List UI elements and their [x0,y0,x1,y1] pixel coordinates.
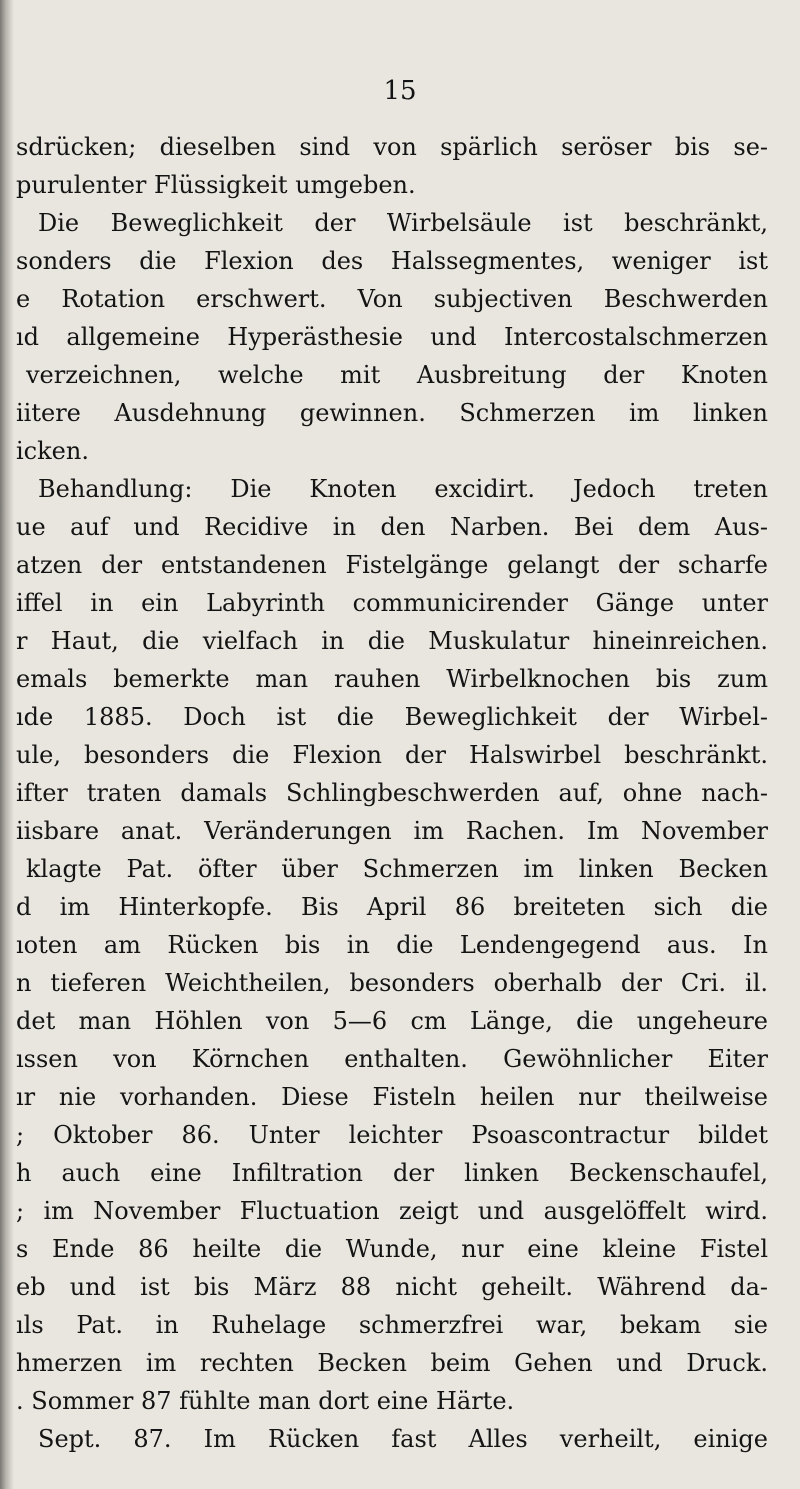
text-line: ; Oktober 86. Unter leichter Psoascontractur bildet [16,1121,768,1149]
text-line: iisbare anat. Veränderungen im Rachen. Im November [16,817,768,845]
text-line: atzen der entstandenen Fistelgänge gelangt der scharfe [16,551,768,579]
text-line: . Sommer 87 fühlte man dort eine Härte. [16,1387,515,1415]
text-line: ıd allgemeine Hyperästhesie und Intercostalschmerzen [16,323,768,351]
text-line: verzeichnen, welche mit Ausbreitung der Knoten [26,361,768,389]
page-gutter-shadow [0,0,14,1489]
text-line: hmerzen im rechten Becken beim Gehen und Druck. [16,1349,768,1377]
text-line: ; im November Fluctuation zeigt und ausgelöffelt wird. [16,1197,768,1225]
text-line: iitere Ausdehnung gewinnen. Schmerzen im linken [16,399,768,427]
text-line: Behandlung: Die Knoten excidirt. Jedoch treten [38,475,768,503]
text-line: s Ende 86 heilte die Wunde, nur eine kleine Fistel [16,1235,768,1263]
page-number: 15 [383,76,417,106]
text-line: Sept. 87. Im Rücken fast Alles verheilt, einige [38,1425,768,1453]
text-line: ıls Pat. in Ruhelage schmerzfrei war, bekam sie [16,1311,768,1339]
text-line: ue auf und Recidive in den Narben. Bei dem Aus- [16,513,768,541]
text-line: det man Höhlen von 5—6 cm Länge, die ungeheure [16,1007,768,1035]
text-line: ifter traten damals Schlingbeschwerden auf, ohne nach- [16,779,768,807]
text-line: h auch eine Infiltration der linken Beckenschaufel, [16,1159,768,1187]
text-line: ıoten am Rücken bis in die Lendengegend aus. In [16,931,768,959]
text-line: icken. [16,437,89,465]
text-line: purulenter Flüssigkeit umgeben. [16,171,416,199]
text-line: sdrücken; dieselben sind von spärlich seröser bis se- [16,133,768,161]
text-line: ıssen von Körnchen enthalten. Gewöhnlicher Eiter [16,1045,768,1073]
text-line: e Rotation erschwert. Von subjectiven Beschwerden [16,285,768,313]
text-line: r Haut, die vielfach in die Muskulatur hineinreichen. [16,627,768,655]
text-line: iffel in ein Labyrinth communicirender Gänge unter [16,589,768,617]
text-line: klagte Pat. öfter über Schmerzen im linken Becken [26,855,768,883]
text-line: ır nie vorhanden. Diese Fisteln heilen nur theilweise [16,1083,768,1111]
text-line: ule, besonders die Flexion der Halswirbel beschränkt. [16,741,768,769]
text-line: sonders die Flexion des Halssegmentes, weniger ist [16,247,768,275]
text-line: ıde 1885. Doch ist die Beweglichkeit der Wirbel- [16,703,768,731]
text-line: n tieferen Weichtheilen, besonders oberhalb der Cri. il. [16,969,768,997]
text-line: emals bemerkte man rauhen Wirbelknochen bis zum [16,665,768,693]
text-line: d im Hinterkopfe. Bis April 86 breiteten sich die [16,893,768,921]
text-line: eb und ist bis März 88 nicht geheilt. Während da- [16,1273,768,1301]
body-text [16,128,768,1458]
text-line: Die Beweglichkeit der Wirbelsäule ist beschränkt, [38,209,768,237]
